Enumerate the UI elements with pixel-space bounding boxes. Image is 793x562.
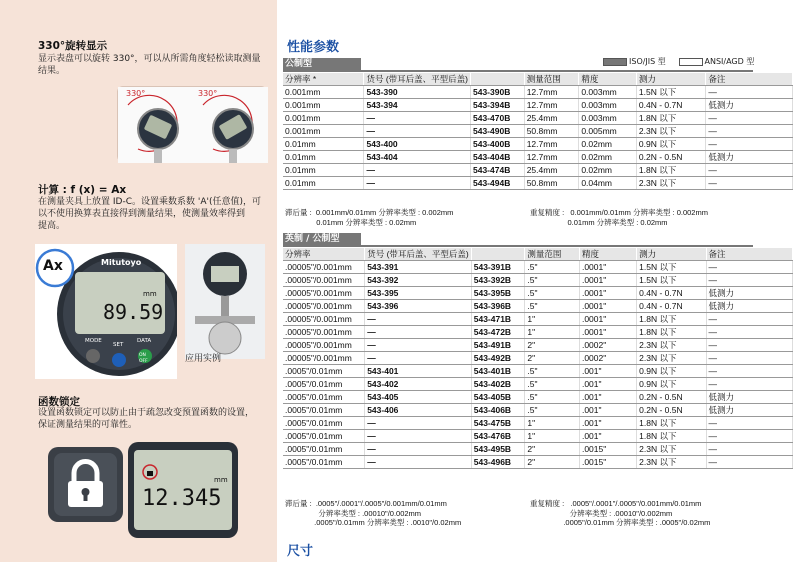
lock-desc-line: 保证测量结果的可靠性。 [38,420,138,430]
table-cell: 低测力 [706,99,793,112]
lock-title: 函数锁定 [38,396,80,408]
column-header [471,248,525,261]
table-cell: 543-475B [471,417,525,430]
table-cell: 2" [525,339,580,352]
rotate-title: 330°旋转显示 [38,40,108,52]
inch-header-row [283,248,793,261]
table-cell: 543-405B [471,391,525,404]
table-cell: .0005"/0.01mm [283,417,365,430]
table-cell: 543-404 [364,151,471,164]
table-cell: 543-394 [364,99,471,112]
off-label: OFF [139,359,148,364]
table-cell: — [706,326,792,339]
column-header: 备注 [706,248,792,261]
calc-title: 计算 : f (x) = Ax [38,184,127,196]
table-cell: 543-490B [471,125,525,138]
table-cell: — [364,177,471,190]
lock-desc-line: 设置函数锁定可以防止由于疏忽改变预置函数的设置， [38,408,255,418]
column-header: 测力 [637,248,706,261]
table-cell: 0.001mm [283,112,364,125]
table-row [283,99,793,112]
table-cell: 12.7mm [524,99,579,112]
iso-swatch [603,58,627,66]
table-cell: .0001" [579,300,636,313]
table-cell: 0.003mm [579,112,637,125]
table-cell: 2.3N 以下 [637,352,706,365]
table-cell: 543-395 [365,287,472,300]
table-cell: — [365,417,472,430]
set-button-label: SET [113,342,124,348]
column-header: 精度 [579,248,636,261]
table-cell: — [365,430,472,443]
table-cell: .0001" [579,287,636,300]
table-cell: — [365,456,472,469]
table-cell: .5" [525,391,580,404]
table-cell: 543-492B [471,352,525,365]
table-cell: 2" [525,443,580,456]
table-cell: — [365,326,472,339]
table-cell: .001" [579,430,636,443]
table-cell: 543-394B [471,99,525,112]
table-cell: 0.001mm [283,99,364,112]
rotation-illustration [118,87,268,163]
table-cell: 1.8N 以下 [637,430,706,443]
table-cell: 543-401 [365,365,472,378]
table-cell: .001" [579,378,636,391]
table-cell: 2.3N 以下 [637,443,706,456]
calc-desc-line: 在测量夹具上放置 ID-C。设置乘数系数 'A'(任意值)，可 [38,197,261,207]
table-cell: 1" [525,326,580,339]
application-caption: 应用实例 [185,354,222,364]
metric-repeat-note: 重复精度 : 0.001mm/0.01mm 分辨率类型 : 0.002mm 0.01mm 分辨率类型 : 0.02mm [530,208,708,227]
table-cell: — [706,417,792,430]
table-row [283,365,793,378]
table-cell: .00005"/0.001mm [283,274,365,287]
table-row [283,456,793,469]
table-cell: .0001" [579,261,636,274]
table-cell: 1" [525,430,580,443]
table-cell: .00005"/0.001mm [283,287,365,300]
table-cell: .0005"/0.01mm [283,404,365,417]
table-cell: .5" [525,274,580,287]
table-cell: 543-474B [471,164,525,177]
table-cell: 25.4mm [524,164,579,177]
table-row [283,177,793,190]
table-cell: 低测力 [706,300,792,313]
calc-desc-line: 以不使用换算表直接得到测量结果，使测量效率得到 [38,209,246,219]
table-cell: 2.3N 以下 [636,125,705,138]
table-cell: — [365,313,472,326]
table-cell: .00005"/0.001mm [283,261,365,274]
table-row [283,443,793,456]
table-row [283,138,793,151]
table-cell: — [706,261,792,274]
table-cell: 2.3N 以下 [637,339,706,352]
table-cell: — [706,313,792,326]
table-row [283,339,793,352]
column-header [471,73,525,86]
table-cell: — [365,352,472,365]
table-cell: 1" [525,313,580,326]
table-cell: — [706,456,792,469]
table-cell: .001" [579,404,636,417]
multiplier-badge: Ax [43,258,63,274]
table-row [283,164,793,177]
table-cell: 0.02mm [579,164,637,177]
spec-panel [283,0,793,562]
lock-display-figure [128,442,238,538]
calc-desc [38,196,261,232]
table-cell: 低测力 [706,404,792,417]
table-cell: — [706,125,793,138]
table-row [283,112,793,125]
table-row [283,378,793,391]
table-row [283,274,793,287]
table-cell: .5" [525,287,580,300]
column-header: 测量范围 [525,248,580,261]
table-cell: 0.9N 以下 [636,138,705,151]
feature-panel [0,0,277,562]
table-cell: 2" [525,456,580,469]
table-cell: 1.5N 以下 [637,261,706,274]
table-cell: 543-391 [365,261,472,274]
table-cell: 1.8N 以下 [637,326,706,339]
table-cell: 50.8mm [524,125,579,138]
table-cell: 0.005mm [579,125,637,138]
table-cell: — [706,443,792,456]
table-cell: — [364,125,471,138]
table-cell: .0005"/0.01mm [283,391,365,404]
table-cell: .5" [525,261,580,274]
table-cell: 0.2N - 0.5N [637,404,706,417]
table-cell: .0002" [579,352,636,365]
table-cell: — [706,352,792,365]
table-cell: 低测力 [706,287,792,300]
metric-header-row [283,73,793,86]
table-cell: 1.8N 以下 [637,417,706,430]
table-cell: 2" [525,352,580,365]
table-cell: 543-406B [471,404,525,417]
lock-lcd-reading: 12.345 [142,486,222,511]
table-cell: .0005"/0.01mm [283,365,365,378]
table-cell: 12.7mm [524,138,579,151]
metric-body [283,86,793,190]
table-cell: — [364,164,471,177]
table-cell: 543-390 [364,86,471,99]
table-cell: 1.8N 以下 [637,313,706,326]
table-cell: .001" [579,365,636,378]
table-cell: .00005"/0.001mm [283,300,365,313]
table-cell: 0.9N 以下 [637,365,706,378]
table-cell: 0.003mm [579,86,637,99]
padlock-icon [48,447,123,522]
table-cell: .0015" [579,443,636,456]
table-cell: 543-390B [471,86,525,99]
table-cell: — [364,112,471,125]
table-row [283,300,793,313]
table-cell: .0015" [579,456,636,469]
table-cell: 543-471B [471,313,525,326]
table-cell: 543-401B [471,365,525,378]
table-cell: — [365,443,472,456]
table-cell: 0.4N - 0.7N [637,300,706,313]
column-header: 备注 [706,73,793,86]
table-row [283,417,793,430]
table-cell: 543-472B [471,326,525,339]
table-cell: 0.001mm [283,86,364,99]
table-row [283,261,793,274]
table-cell: .0005"/0.01mm [283,378,365,391]
rotate-desc-line: 结果。 [38,66,66,76]
table-cell: 12.7mm [524,151,579,164]
table-cell: 543-400 [364,138,471,151]
table-cell: 543-494B [471,177,525,190]
table-cell: .5" [525,300,580,313]
metric-rule [283,70,753,72]
table-cell: .001" [579,391,636,404]
inch-table [283,248,793,469]
table-cell: — [706,339,792,352]
application-photo [185,244,265,359]
table-cell: .00005"/0.001mm [283,339,365,352]
table-cell: 0.001mm [283,125,364,138]
table-row [283,151,793,164]
brand-logo: Mitutoyo [101,258,142,267]
table-cell: — [706,138,793,151]
table-cell: 0.01mm [283,164,364,177]
table-cell: .0001" [579,326,636,339]
table-cell: 543-400B [471,138,525,151]
table-cell: 543-392B [471,274,525,287]
column-header: 测量范围 [524,73,579,86]
on-label: ON [139,353,146,358]
table-cell: .5" [525,404,580,417]
table-cell: 543-406 [365,404,472,417]
table-cell: 12.7mm [524,86,579,99]
ansi-legend-label: ANSI/AGD 型 [704,57,755,66]
table-cell: .5" [525,365,580,378]
lcd-reading: 89.59 [103,300,164,324]
lock-desc [38,407,254,431]
table-row [283,287,793,300]
table-cell: — [706,378,792,391]
column-header: 分辨率 [283,248,365,261]
inch-hysteresis-note: 滞后量 : .0005"/.0001"/.0005"/0.001mm/0.01mm 分辨率类型 : .00010"/0.002mm .0005"/0.01mm 分辨率类型 : .0010"/0.02mm [285,499,462,527]
table-row [283,313,793,326]
table-row [283,326,793,339]
iso-legend-label: ISO/JIS 型 [629,57,666,66]
fixture-illustration [185,244,265,359]
table-cell: 0.04mm [579,177,637,190]
column-header: 精度 [579,73,637,86]
table-cell: — [706,112,793,125]
table-cell: .00005"/0.001mm [283,326,365,339]
table-cell: .0005"/0.01mm [283,430,365,443]
indicator-figure [35,244,177,379]
table-cell: 0.02mm [579,151,637,164]
table-cell: — [706,274,792,287]
rotate-angle-label: 330° [198,89,218,98]
table-cell: 543-402B [471,378,525,391]
table-cell: 1.5N 以下 [637,274,706,287]
lcd-unit: mm [143,290,157,298]
column-header: 分辨率 * [283,73,364,86]
table-row [283,352,793,365]
inch-body [283,261,793,469]
table-cell: 543-396 [365,300,472,313]
table-cell: 543-491B [471,339,525,352]
table-cell: 1.8N 以下 [636,112,705,125]
table-cell: 25.4mm [524,112,579,125]
inch-bar: 英制 / 公制型 [283,233,361,246]
table-cell: .0005"/0.01mm [283,456,365,469]
table-cell: 0.4N - 0.7N [637,287,706,300]
table-row [283,404,793,417]
table-cell: 1.8N 以下 [636,164,705,177]
table-cell: 0.01mm [283,138,364,151]
mode-button-label: MODE [85,338,102,344]
table-row [283,86,793,99]
table-cell: — [706,177,793,190]
column-header: 货号 (带耳后盖、平型后盖) [365,248,472,261]
table-cell: 543-392 [365,274,472,287]
inch-rule [283,245,753,247]
table-cell: .0001" [579,274,636,287]
data-button-label: DATA [137,338,152,344]
table-cell: 543-470B [471,112,525,125]
ansi-swatch [679,58,703,66]
table-cell: .00005"/0.001mm [283,313,365,326]
table-cell: — [706,365,792,378]
table-cell: 0.02mm [579,138,637,151]
table-row [283,391,793,404]
metric-hysteresis-note: 滞后量 : 0.001mm/0.01mm 分辨率类型 : 0.002mm 0.01mm 分辨率类型 : 0.02mm [285,208,454,227]
column-header: 货号 (带耳后盖、平型后盖) [364,73,471,86]
table-cell: — [365,339,472,352]
table-cell: .0005"/0.01mm [283,443,365,456]
table-cell: 低测力 [706,151,793,164]
table-cell: 543-396B [471,300,525,313]
table-cell: 543-404B [471,151,525,164]
table-cell: 1" [525,417,580,430]
table-cell: 0.9N 以下 [637,378,706,391]
table-cell: 543-395B [471,287,525,300]
table-cell: 低测力 [706,391,792,404]
performance-title: 性能参数 [287,40,340,55]
table-cell: .001" [579,417,636,430]
calc-desc-line: 提高。 [38,221,66,231]
table-cell: 0.4N - 0.7N [636,99,705,112]
column-header: 测力 [636,73,705,86]
table-cell: — [706,164,793,177]
table-cell: 2.3N 以下 [636,177,705,190]
table-row [283,125,793,138]
table-cell: 0.01mm [283,151,364,164]
table-cell: 543-391B [471,261,525,274]
metric-bar: 公制型 [283,58,361,71]
table-cell: 0.2N - 0.5N [636,151,705,164]
table-cell: .0001" [579,313,636,326]
dimensions-title: 尺寸 [287,544,314,559]
table-cell: .5" [525,378,580,391]
rotation-figure [117,86,267,162]
inch-repeat-note: 重复精度 : .0005"/.0001"/.0005"/0.001mm/0.01mm 分辨率类型 : .00010"/0.002mm .0005"/0.01mm 分辨率类型 : .0005"/0.02mm [530,499,711,527]
table-cell: 543-496B [471,456,525,469]
lock-icon [48,447,123,522]
table-cell: .00005"/0.001mm [283,352,365,365]
table-cell: 50.8mm [524,177,579,190]
table-cell: .0002" [579,339,636,352]
rotate-angle-label: 330° [126,89,146,98]
metric-table [283,73,793,190]
table-cell: 543-476B [471,430,525,443]
type-legend [603,56,754,67]
table-cell: 0.003mm [579,99,637,112]
rotate-desc-line: 显示表盘可以旋转 330°，可以从所需角度轻松读取测量 [38,54,261,64]
table-cell: 2.3N 以下 [637,456,706,469]
table-cell: 543-495B [471,443,525,456]
rotate-desc [38,53,261,77]
table-cell: 543-405 [365,391,472,404]
table-cell: — [706,86,793,99]
table-row [283,430,793,443]
table-cell: 0.2N - 0.5N [637,391,706,404]
table-cell: 0.01mm [283,177,364,190]
table-cell: — [706,430,792,443]
lock-lcd-unit: mm [214,476,228,484]
table-cell: 543-402 [365,378,472,391]
table-cell: 1.5N 以下 [636,86,705,99]
